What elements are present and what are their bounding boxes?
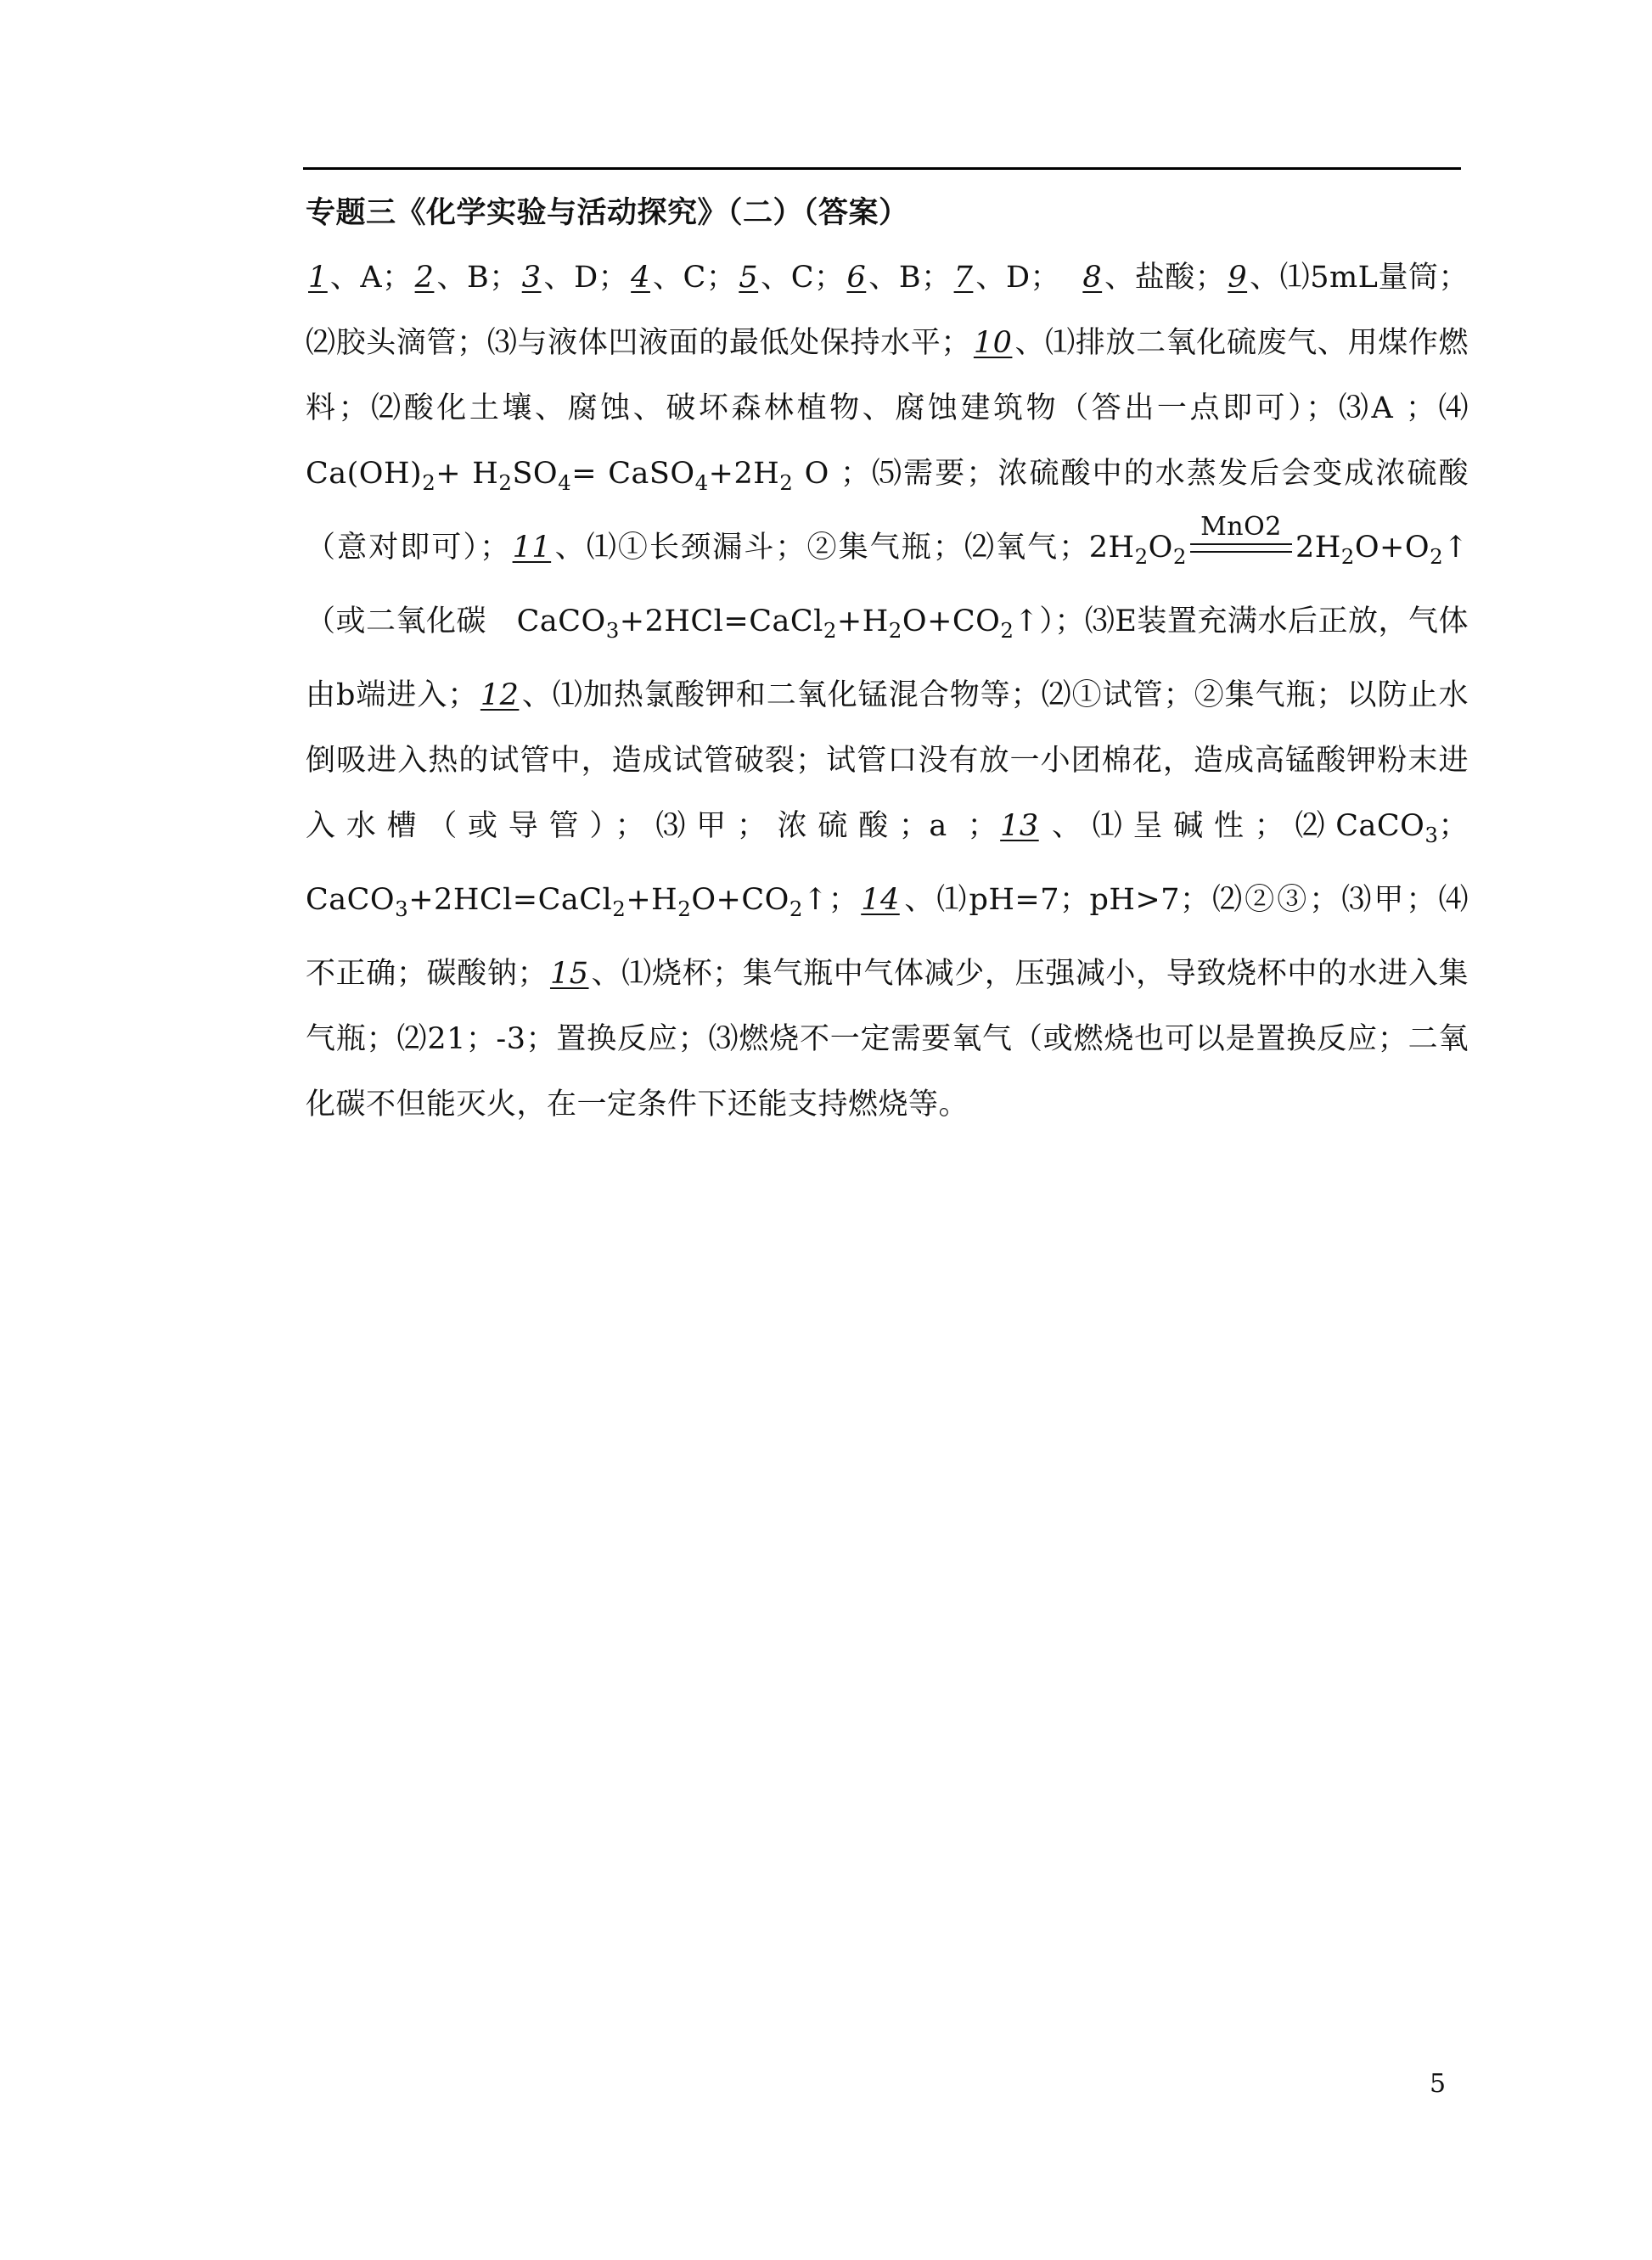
page-number: 5: [1430, 2069, 1447, 2099]
answer-text: O+CO: [902, 604, 1001, 638]
subscript: 2: [1340, 544, 1355, 569]
answer-text: ；CaCO: [306, 809, 1469, 917]
answer-text: +H: [626, 883, 678, 917]
answer-text: 、C；: [652, 261, 737, 295]
question-number: 2: [414, 261, 435, 295]
question-number: 6: [846, 261, 867, 295]
answer-text: SO: [512, 457, 559, 491]
answer-text: 、⑴pH=7；pH>7；⑵②③；⑶甲；⑷不正确；碳酸钠；: [306, 883, 1469, 991]
question-number: 7: [953, 261, 974, 295]
subscript: 2: [789, 897, 803, 921]
answer-text: ↑；: [802, 883, 859, 917]
answer-2: [413, 261, 520, 295]
subscript: 2: [1172, 544, 1187, 569]
subscript: 2: [823, 618, 837, 643]
answer-text: 、盐酸；: [1104, 261, 1226, 295]
answer-3: [520, 261, 628, 295]
answer-text: +2H: [708, 457, 780, 491]
reaction-condition: [1190, 511, 1292, 562]
answer-text: 、⑴加热氯酸钾和二氧化锰混合物等；⑵①试管；②集气瓶；以防止水倒吸进入热的试管中，造成试管破裂；试管口没有放一小团棉花，造成高锰酸钾粉末进入水槽（或导管）；⑶甲；浓硫酸；a ；: [306, 678, 1469, 843]
question-number: 11: [512, 531, 552, 565]
question-number: 13: [1000, 809, 1039, 843]
question-number: 5: [739, 261, 759, 295]
answer-text: O: [1148, 531, 1173, 565]
subscript: 2: [888, 618, 902, 643]
subscript: 2: [1000, 618, 1014, 643]
subscript: 3: [1424, 823, 1439, 847]
answer-1: [306, 261, 413, 295]
subscript: 2: [779, 470, 794, 495]
subscript: 2: [422, 470, 436, 495]
answer-text: ↑）；⑶E装置充满水后正放，气体由b端进入；: [306, 604, 1469, 712]
answer-text: +2HCl=CaCl: [408, 883, 613, 917]
answer-text: 、C；: [761, 261, 845, 295]
question-number: 14: [861, 883, 900, 917]
answer-text: 、D；: [975, 261, 1061, 295]
answer-text: 、A；: [329, 261, 413, 295]
answer-text: ↑（或二氧化碳 CaCO: [306, 531, 1469, 638]
answer-text: O+O: [1354, 531, 1430, 565]
subscript: 4: [558, 470, 572, 495]
question-number: 15: [549, 957, 589, 991]
question-number: 8: [1082, 261, 1103, 295]
answer-text: 、D；: [543, 261, 629, 295]
answer-text: 、B；: [436, 261, 520, 295]
answer-text: + H: [435, 457, 499, 491]
answer-text: +H: [836, 604, 889, 638]
question-number: 1: [308, 261, 328, 295]
answer-text: O+CO: [691, 883, 789, 917]
subscript: 3: [395, 897, 409, 921]
answer-8: [1080, 261, 1225, 295]
answer-5: [736, 261, 844, 295]
question-number: 12: [480, 678, 520, 712]
answer-text: 、⑴①长颈漏斗；②集气瓶；⑵氧气；2H: [553, 531, 1135, 565]
answer-10: [306, 326, 1469, 565]
answer-text: 、⑴5mL量筒；⑵胶头滴管；⑶与液体凹液面的最低处保持水平；: [306, 261, 1469, 360]
catalyst-label: MnO2: [1200, 511, 1282, 542]
answer-text: O ；⑸需要；浓硫酸中的水蒸发后会变成浓硫酸（意对即可）；: [306, 457, 1469, 565]
answer-text: 2H: [1295, 531, 1341, 565]
answer-paragraph: [306, 245, 1469, 1138]
question-number: 4: [631, 261, 650, 295]
subscript: 2: [677, 897, 692, 921]
subscript: 2: [612, 897, 627, 921]
answer-4: [628, 261, 736, 295]
subscript: 4: [694, 470, 709, 495]
subscript: 2: [1430, 544, 1444, 569]
equals-sign: [1190, 543, 1292, 553]
subscript: 3: [605, 618, 620, 643]
answer-text: = CaSO: [571, 457, 695, 491]
answer-7: [952, 261, 1060, 295]
answer-content: [306, 180, 1469, 1138]
answer-text: 、⑴呈碱性；⑵CaCO: [1041, 809, 1425, 843]
question-number: 9: [1228, 261, 1248, 295]
answer-text: 、⑴烧杯；集气瓶中气体减少，压强减小，导致烧杯中的水进入集气瓶；⑵21；-3；置换反应；⑶燃烧不一定需要氧气（或燃烧也可以是置换反应；二氧化碳不但能灭火，在一定条件下还能支持燃烧等。: [306, 957, 1469, 1122]
subscript: 2: [498, 470, 513, 495]
answer-6: [844, 261, 951, 295]
header-rule: [303, 167, 1461, 170]
question-number: 10: [973, 326, 1013, 360]
answer-text: +2HCl=CaCl: [619, 604, 823, 638]
document-title: 专题三《化学实验与活动探究》（二）（答案）: [306, 195, 909, 230]
subscript: 2: [1134, 544, 1149, 569]
answer-text: 、⑴排放二氧化硫废气、用煤作燃料；⑵酸化土壤、腐蚀、破坏森林植物、腐蚀建筑物（答出一点即可）；⑶A ；⑷ Ca(OH): [306, 326, 1469, 491]
answer-text: 、B；: [868, 261, 952, 295]
question-number: 3: [521, 261, 542, 295]
